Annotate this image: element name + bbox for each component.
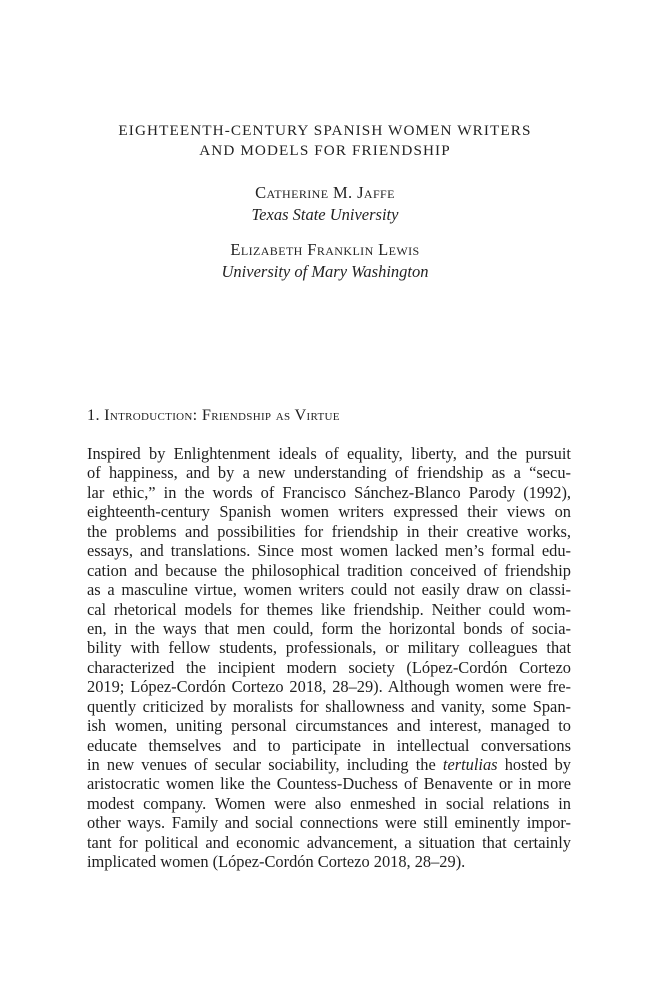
paragraph-line: characterized the incipient modern society (López-Cordón Cortezo <box>87 657 571 677</box>
paragraph-line: Inspired by Enlightenment ideals of equality, liberty, and the pursuit <box>87 444 571 463</box>
paragraph-line: quently criticized by moralists for shallowness and vanity, some Span- <box>87 696 571 716</box>
paragraph-line: aristocratic women like the Countess-Duchess of Benavente or in more <box>87 774 571 794</box>
paragraph-line: bility with fellow students, professionals, or military colleagues that <box>87 638 571 658</box>
paragraph-line: en, in the ways that men could, form the horizontal bonds of socia- <box>87 618 571 638</box>
paragraph-line: eighteenth-century Spanish women writers expressed their views on <box>87 502 571 522</box>
paper-title <box>60 121 590 161</box>
paragraph-line: educate themselves and to participate in intellectual conversations <box>87 735 571 755</box>
line-text-start: in new venues of secular sociability, including the <box>87 755 443 774</box>
paragraph-line: other ways. Family and social connections were still eminently impor- <box>87 813 571 833</box>
title-line-2: AND MODELS FOR FRIENDSHIP <box>199 142 451 159</box>
paragraph-line: the problems and possibilities for friendship in their creative works, <box>87 521 571 541</box>
italic-term: tertulias <box>442 755 498 774</box>
paragraph-line: tant for political and economic advancement, a situation that certainly <box>87 832 571 852</box>
author-affiliation: University of Mary Washington <box>221 262 429 281</box>
paragraph-line-mixed <box>87 755 571 774</box>
paragraph-line: lar ethic,” in the words of Francisco Sánchez-Blanco Parody (1992), <box>87 482 571 502</box>
line-text-end: hosted by <box>497 755 572 774</box>
author-block-1 <box>60 182 590 226</box>
section-heading: 1. Introduction: Friendship as Virtue <box>87 405 340 424</box>
author-name: Catherine M. Jaffe <box>255 183 395 202</box>
paragraph-line: implicated women (López-Cordón Cortezo 2018, 28–29). <box>87 852 466 872</box>
paragraph-line: ish women, uniting personal circumstances and interest, managed to <box>87 716 571 736</box>
author-name: Elizabeth Franklin Lewis <box>230 240 420 259</box>
body-paragraph <box>87 444 571 872</box>
paragraph-line: modest company. Women were also enmeshed in social relations in <box>87 793 571 813</box>
title-line-1: EIGHTEENTH-CENTURY SPANISH WOMEN WRITERS <box>118 122 532 139</box>
author-block-2 <box>60 239 590 283</box>
paragraph-line: essays, and translations. Since most women lacked men’s formal edu- <box>87 541 571 561</box>
paragraph-line: cal rhetorical models for themes like friendship. Neither could wom- <box>87 599 571 619</box>
paragraph-line: 2019; López-Cordón Cortezo 2018, 28–29). Although women were fre- <box>87 677 571 697</box>
paragraph-line: as a masculine virtue, women writers could not easily draw on classi- <box>87 580 571 600</box>
paragraph-line: cation and because the philosophical tradition conceived of friendship <box>87 560 571 580</box>
author-affiliation: Texas State University <box>251 205 399 224</box>
paragraph-line: of happiness, and by a new understanding of friendship as a “secu- <box>87 463 571 483</box>
